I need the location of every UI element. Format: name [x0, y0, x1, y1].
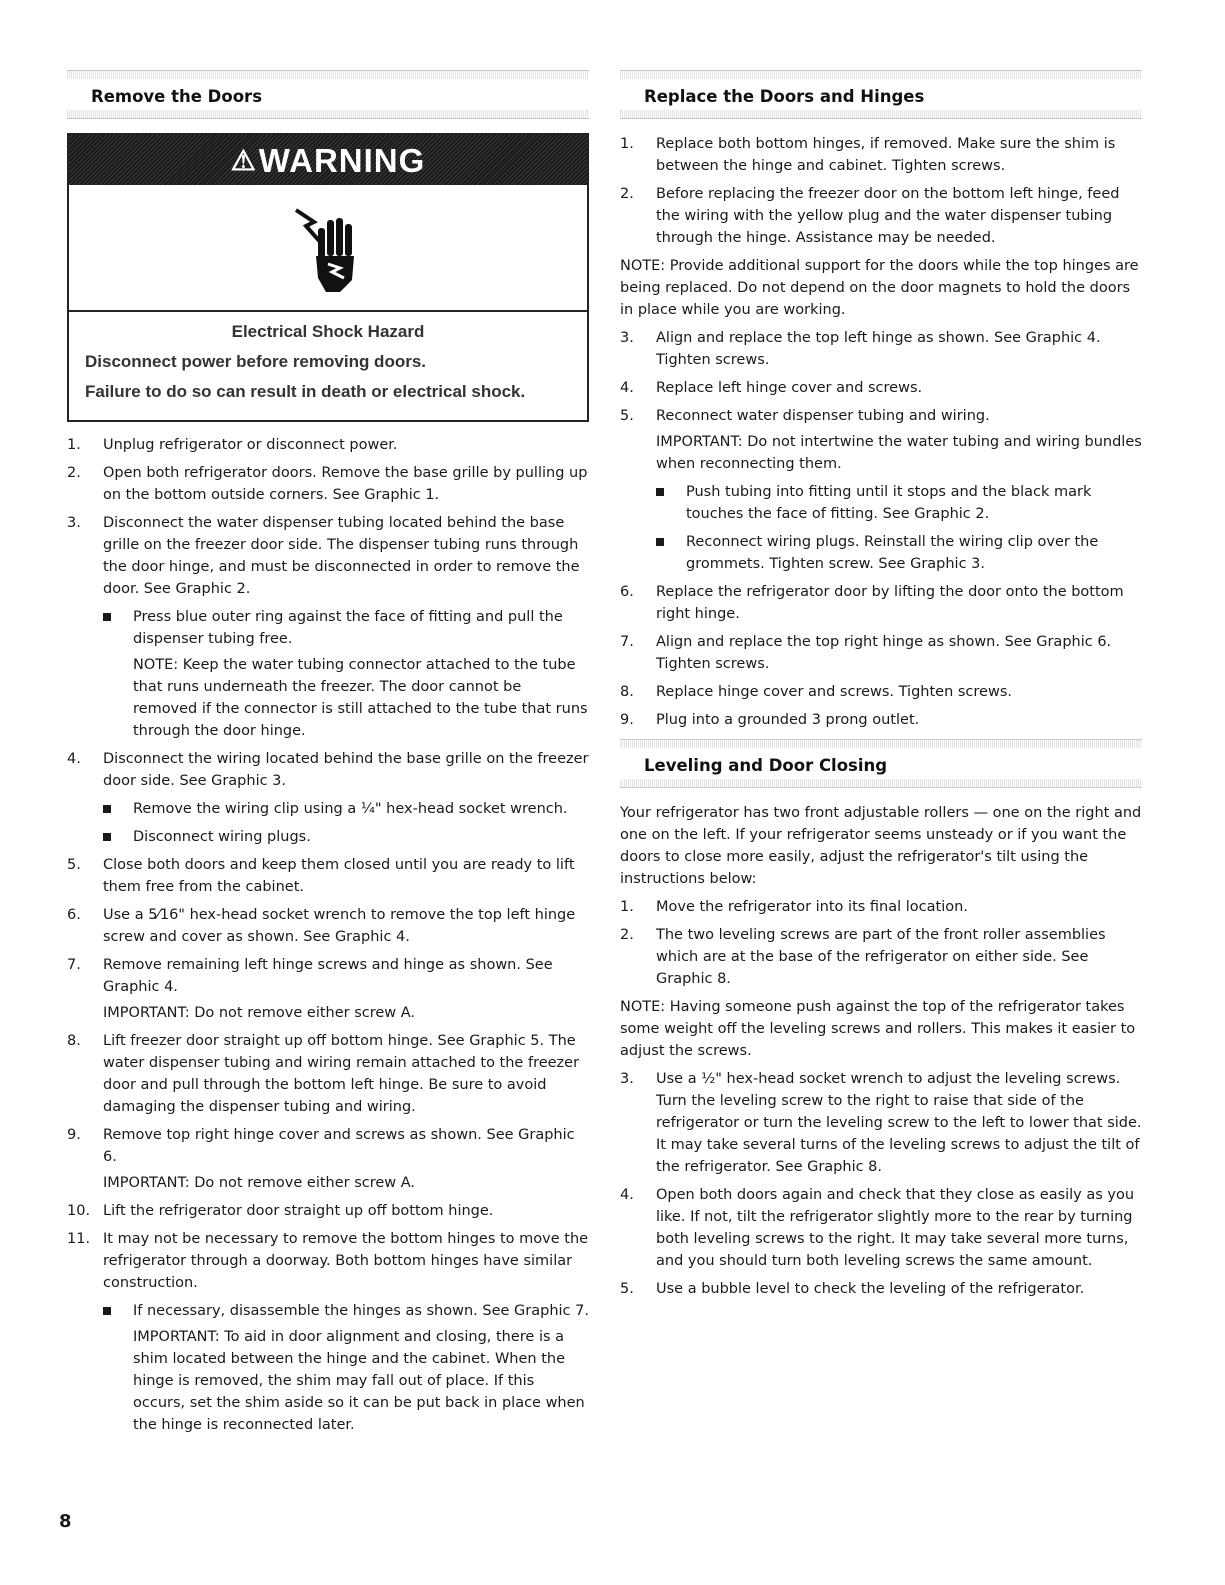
list-item — [620, 896, 1142, 918]
step-number: 3. — [620, 330, 634, 346]
header-rule — [620, 110, 1142, 119]
step-number: 3. — [620, 1071, 634, 1087]
bullet-item — [656, 531, 1142, 575]
header-rule — [620, 779, 1142, 788]
step-text: Use a 5⁄16" hex-head socket wrench to remove the top left hinge screw and cover as shown. See Graphic 4. — [103, 907, 576, 945]
bullet-square-icon — [656, 538, 664, 546]
section-header-remove-doors — [67, 70, 589, 119]
bullet-square-icon — [103, 1307, 111, 1315]
list-item — [67, 1124, 589, 1194]
step-text: Align and replace the top left hinge as shown. See Graphic 4. Tighten screws. — [656, 330, 1101, 368]
bullet-list — [103, 606, 589, 742]
replace-steps-b — [620, 327, 1142, 731]
list-item — [620, 924, 1142, 990]
note-paragraph: NOTE: Having someone push against the top of the refrigerator takes some weight off the leveling screws and rollers. This makes it easier to adjust the screws. — [620, 999, 1136, 1059]
step-number: 4. — [620, 1187, 634, 1203]
bullet-item — [103, 606, 589, 742]
step-text: Replace left hinge cover and screws. — [656, 380, 923, 396]
step-text: Use a bubble level to check the leveling of the refrigerator. — [656, 1281, 1085, 1297]
warning-triangle-icon: ⚠ — [230, 145, 257, 176]
list-item — [67, 854, 589, 898]
step-number: 9. — [620, 712, 634, 728]
page-number: 8 — [59, 1511, 72, 1532]
left-column — [67, 70, 589, 1442]
step-number: 9. — [67, 1127, 81, 1143]
step-text: Lift the refrigerator door straight up off bottom hinge. — [103, 1203, 494, 1219]
warning-line-2: Failure to do so can result in death or electrical shock. — [85, 382, 526, 401]
step-number: 10. — [67, 1203, 91, 1219]
step-text: The two leveling screws are part of the front roller assemblies which are at the base of the refrigerator on either side. See Graphic 8. — [656, 927, 1106, 987]
step-text: Open both doors again and check that they close as easily as you like. If not, tilt the refrigerator slightly more to the rear by turning both leveling screws to the right. It may take several more turns, and you should turn both leveling screws the same amount. — [656, 1187, 1135, 1269]
step-text: It may not be necessary to remove the bottom hinges to move the refrigerator through a doorway. Both bottom hinges have similar construction. — [103, 1231, 589, 1291]
step-number: 2. — [620, 186, 634, 202]
header-rule — [620, 70, 1142, 79]
header-rule — [67, 70, 589, 79]
list-item — [67, 512, 589, 742]
step-text: Replace the refrigerator door by lifting the door onto the bottom right hinge. — [656, 584, 1124, 622]
replace-steps-a — [620, 133, 1142, 249]
bullet-item — [103, 798, 589, 820]
list-item — [620, 1184, 1142, 1272]
list-item — [620, 133, 1142, 177]
list-item — [620, 631, 1142, 675]
step-text: Remove remaining left hinge screws and hinge as shown. See Graphic 4. — [103, 957, 553, 995]
step-number: 11. — [67, 1231, 91, 1247]
important-note: IMPORTANT: Do not intertwine the water tubing and wiring bundles when reconnecting them. — [656, 434, 1142, 472]
step-text: Disconnect the water dispenser tubing located behind the base grille on the freezer door side. The dispenser tubing runs through the door hinge, and must be disconnected in order to remove the door. See Graphic 2. — [103, 515, 580, 597]
step-number: 5. — [620, 408, 634, 424]
step-text: Plug into a grounded 3 prong outlet. — [656, 712, 920, 728]
step-text: Remove top right hinge cover and screws as shown. See Graphic 6. — [103, 1127, 575, 1165]
bullet-square-icon — [103, 613, 111, 621]
remove-doors-steps — [67, 434, 589, 1436]
step-text: Disconnect the wiring located behind the base grille on the freezer door side. See Graphic 3. — [103, 751, 589, 789]
list-item — [620, 1278, 1142, 1300]
section-title: Remove the Doors — [91, 87, 263, 106]
step-text: Reconnect water dispenser tubing and wiring. — [656, 408, 990, 424]
section-title: Leveling and Door Closing — [644, 756, 888, 775]
list-item — [620, 1068, 1142, 1178]
step-number: 2. — [67, 465, 81, 481]
bullet-item — [103, 826, 589, 848]
bullet-text: Press blue outer ring against the face of fitting and pull the dispenser tubing free. — [133, 609, 563, 647]
header-rule — [67, 110, 589, 119]
step-text: Close both doors and keep them closed until you are ready to lift them free from the cabinet. — [103, 857, 575, 895]
step-number: 2. — [620, 927, 634, 943]
list-item — [67, 954, 589, 1024]
list-item — [67, 462, 589, 506]
list-item — [620, 327, 1142, 371]
step-number: 1. — [620, 136, 634, 152]
step-text: Replace hinge cover and screws. Tighten screws. — [656, 684, 1012, 700]
note-text: IMPORTANT: To aid in door alignment and closing, there is a shim located between the hinge and the cabinet. When the hinge is removed, the shim may fall out of place. If this occurs, set the shim aside so it can be put back in place when the hinge is reconnected later. — [133, 1329, 585, 1433]
important-note: IMPORTANT: Do not remove either screw A. — [103, 1005, 416, 1021]
step-number: 3. — [67, 515, 81, 531]
step-number: 7. — [67, 957, 81, 973]
step-number: 6. — [620, 584, 634, 600]
list-item — [620, 405, 1142, 575]
step-text: Open both refrigerator doors. Remove the base grille by pulling up on the bottom outside corners. See Graphic 1. — [103, 465, 588, 503]
step-text: Align and replace the top right hinge as shown. See Graphic 6. Tighten screws. — [656, 634, 1112, 672]
step-text: Replace both bottom hinges, if removed. Make sure the shim is between the hinge and cabinet. Tighten screws. — [656, 136, 1116, 174]
list-item — [620, 377, 1142, 399]
note-text: NOTE: Keep the water tubing connector attached to the tube that runs underneath the freezer. The door cannot be removed if the connector is still attached to the tube that runs through the door hinge. — [133, 657, 588, 739]
warning-box — [67, 133, 589, 422]
section-header-leveling — [620, 739, 1142, 788]
step-number: 4. — [620, 380, 634, 396]
electrical-shock-hand-icon — [69, 185, 587, 312]
warning-line-1: Disconnect power before removing doors. — [85, 352, 427, 371]
step-number: 8. — [67, 1033, 81, 1049]
step-number: 4. — [67, 751, 81, 767]
step-text: Before replacing the freezer door on the bottom left hinge, feed the wiring with the yellow plug and the water dispenser tubing through the hinge. Assistance may be needed. — [656, 186, 1120, 246]
hazard-title: Electrical Shock Hazard — [231, 322, 425, 341]
bullet-square-icon — [656, 488, 664, 496]
step-number: 5. — [620, 1281, 634, 1297]
list-item — [620, 709, 1142, 731]
list-item — [67, 904, 589, 948]
list-item — [620, 183, 1142, 249]
bullet-list — [103, 1300, 589, 1436]
bullet-list — [103, 798, 589, 848]
bullet-item — [656, 481, 1142, 525]
bullet-list — [656, 481, 1142, 575]
right-column — [620, 70, 1142, 1306]
step-text: Use a ½" hex-head socket wrench to adjust the leveling screws. Turn the leveling screw to the right to raise that side of the refrigerator or turn the leveling screw to the left to lower that side. It may take several turns of the leveling screws to adjust the tilt of the refrigerator. See Graphic 8. — [656, 1071, 1142, 1175]
step-text: Lift freezer door straight up off bottom hinge. See Graphic 5. The water dispenser tubing and wiring remain attached to the freezer door and pull through the bottom left hinge. Be sure to avoid damaging the dispenser tubing and wiring. — [103, 1033, 580, 1115]
list-item — [67, 1030, 589, 1118]
warning-banner-text: WARNING — [258, 142, 426, 179]
list-item — [67, 434, 589, 456]
note-paragraph: NOTE: Provide additional support for the doors while the top hinges are being replaced. Do not depend on the door magnets to hold the doors in place while you are working. — [620, 258, 1139, 318]
warning-banner — [69, 135, 587, 185]
bullet-text: Reconnect wiring plugs. Reinstall the wiring clip over the grommets. Tighten screw. See Graphic 3. — [686, 534, 1099, 572]
warning-text — [69, 312, 587, 420]
section-title: Replace the Doors and Hinges — [644, 87, 925, 106]
list-item — [67, 1228, 589, 1436]
leveling-steps-a — [620, 896, 1142, 990]
bullet-square-icon — [103, 833, 111, 841]
bullet-square-icon — [103, 805, 111, 813]
step-number: 1. — [620, 899, 634, 915]
bullet-text: Push tubing into fitting until it stops and the black mark touches the face of fitting. See Graphic 2. — [686, 484, 1092, 522]
bullet-text: Remove the wiring clip using a ¼" hex-head socket wrench. — [133, 801, 568, 817]
important-note: IMPORTANT: Do not remove either screw A. — [103, 1175, 416, 1191]
list-item — [67, 1200, 589, 1222]
header-rule — [620, 739, 1142, 748]
section-header-replace-doors — [620, 70, 1142, 119]
intro-paragraph: Your refrigerator has two front adjustable rollers — one on the right and one on the left. If your refrigerator seems unsteady or if you want the doors to close more easily, adjust the refrigerator's tilt using the instructions below: — [620, 805, 1142, 887]
step-number: 1. — [67, 437, 81, 453]
leveling-steps-b — [620, 1068, 1142, 1300]
list-item — [620, 581, 1142, 625]
bullet-text: If necessary, disassemble the hinges as shown. See Graphic 7. — [133, 1303, 589, 1319]
list-item — [620, 681, 1142, 703]
step-number: 8. — [620, 684, 634, 700]
step-text: Unplug refrigerator or disconnect power. — [103, 437, 398, 453]
step-number: 6. — [67, 907, 81, 923]
step-text: Move the refrigerator into its final location. — [656, 899, 968, 915]
bullet-item — [103, 1300, 589, 1436]
bullet-text: Disconnect wiring plugs. — [133, 829, 311, 845]
step-number: 5. — [67, 857, 81, 873]
step-number: 7. — [620, 634, 634, 650]
list-item — [67, 748, 589, 848]
